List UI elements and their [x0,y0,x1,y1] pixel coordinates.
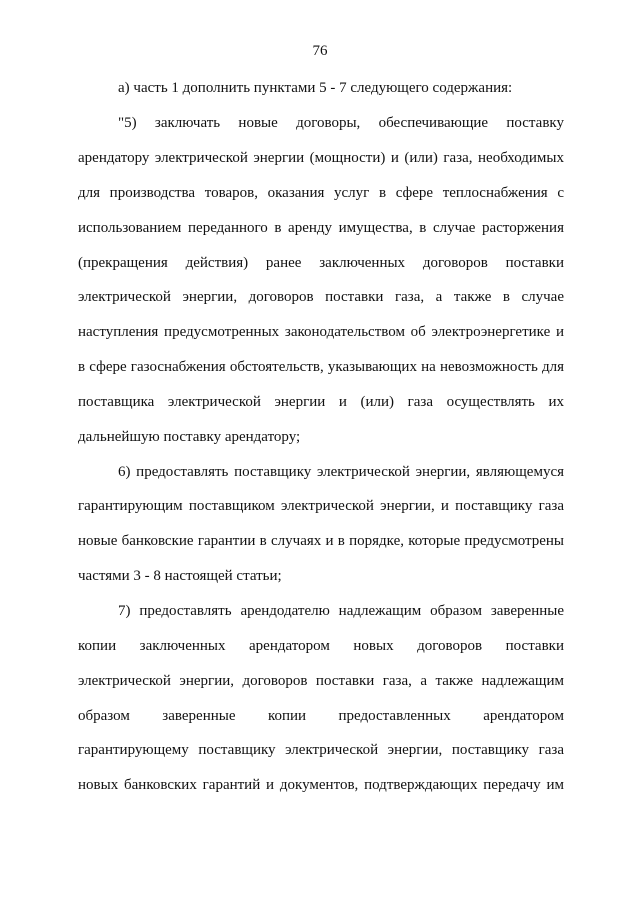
text-line: новые банковские гарантии в случаях и в порядке, которые предусмотрены [78,533,564,549]
text-line: (прекращения действия) ранее заключенных договоров поставки [78,255,564,271]
page-number: 76 [312,43,328,59]
text-line: "5) заключать новые договоры, обеспечивающие поставку [118,115,564,131]
text-line: копии заключенных арендатором новых договоров поставки [78,638,564,654]
text-line: наступления предусмотренных законодательством об электроэнергетике и [78,324,564,340]
text-line: 6) предоставлять поставщику электрической энергии, являющемуся [118,464,564,480]
text-line: электрической энергии, договоров поставки газа, а также надлежащим [78,673,564,689]
text-line: в сфере газоснабжения обстоятельств, указывающих на невозможность для [78,359,564,375]
text-line: для производства товаров, оказания услуг в сфере теплоснабжения с [78,185,564,201]
text-line: а) часть 1 дополнить пунктами 5 - 7 следующего содержания: [118,80,513,96]
text-line: дальнейшую поставку арендатору; [78,429,301,445]
text-line: поставщика электрической энергии и (или) газа осуществлять их [78,394,564,410]
text-line: 7) предоставлять арендодателю надлежащим образом заверенные [118,603,564,619]
text-line: использованием переданного в аренду имущества, в случае расторжения [78,220,564,236]
text-line: образом заверенные копии предоставленных арендатором [78,708,564,724]
text-line: электрической энергии, договоров поставки газа, а также в случае [78,289,564,305]
text-line: новых банковских гарантий и документов, подтверждающих передачу им [78,777,564,793]
text-line: гарантирующим поставщиком электрической энергии, и поставщику газа [78,498,564,514]
text-line: частями 3 - 8 настоящей статьи; [78,568,282,584]
text-line: гарантирующему поставщику электрической энергии, поставщику газа [78,742,564,758]
text-line: арендатору электрической энергии (мощности) и (или) газа, необходимых [78,150,564,166]
